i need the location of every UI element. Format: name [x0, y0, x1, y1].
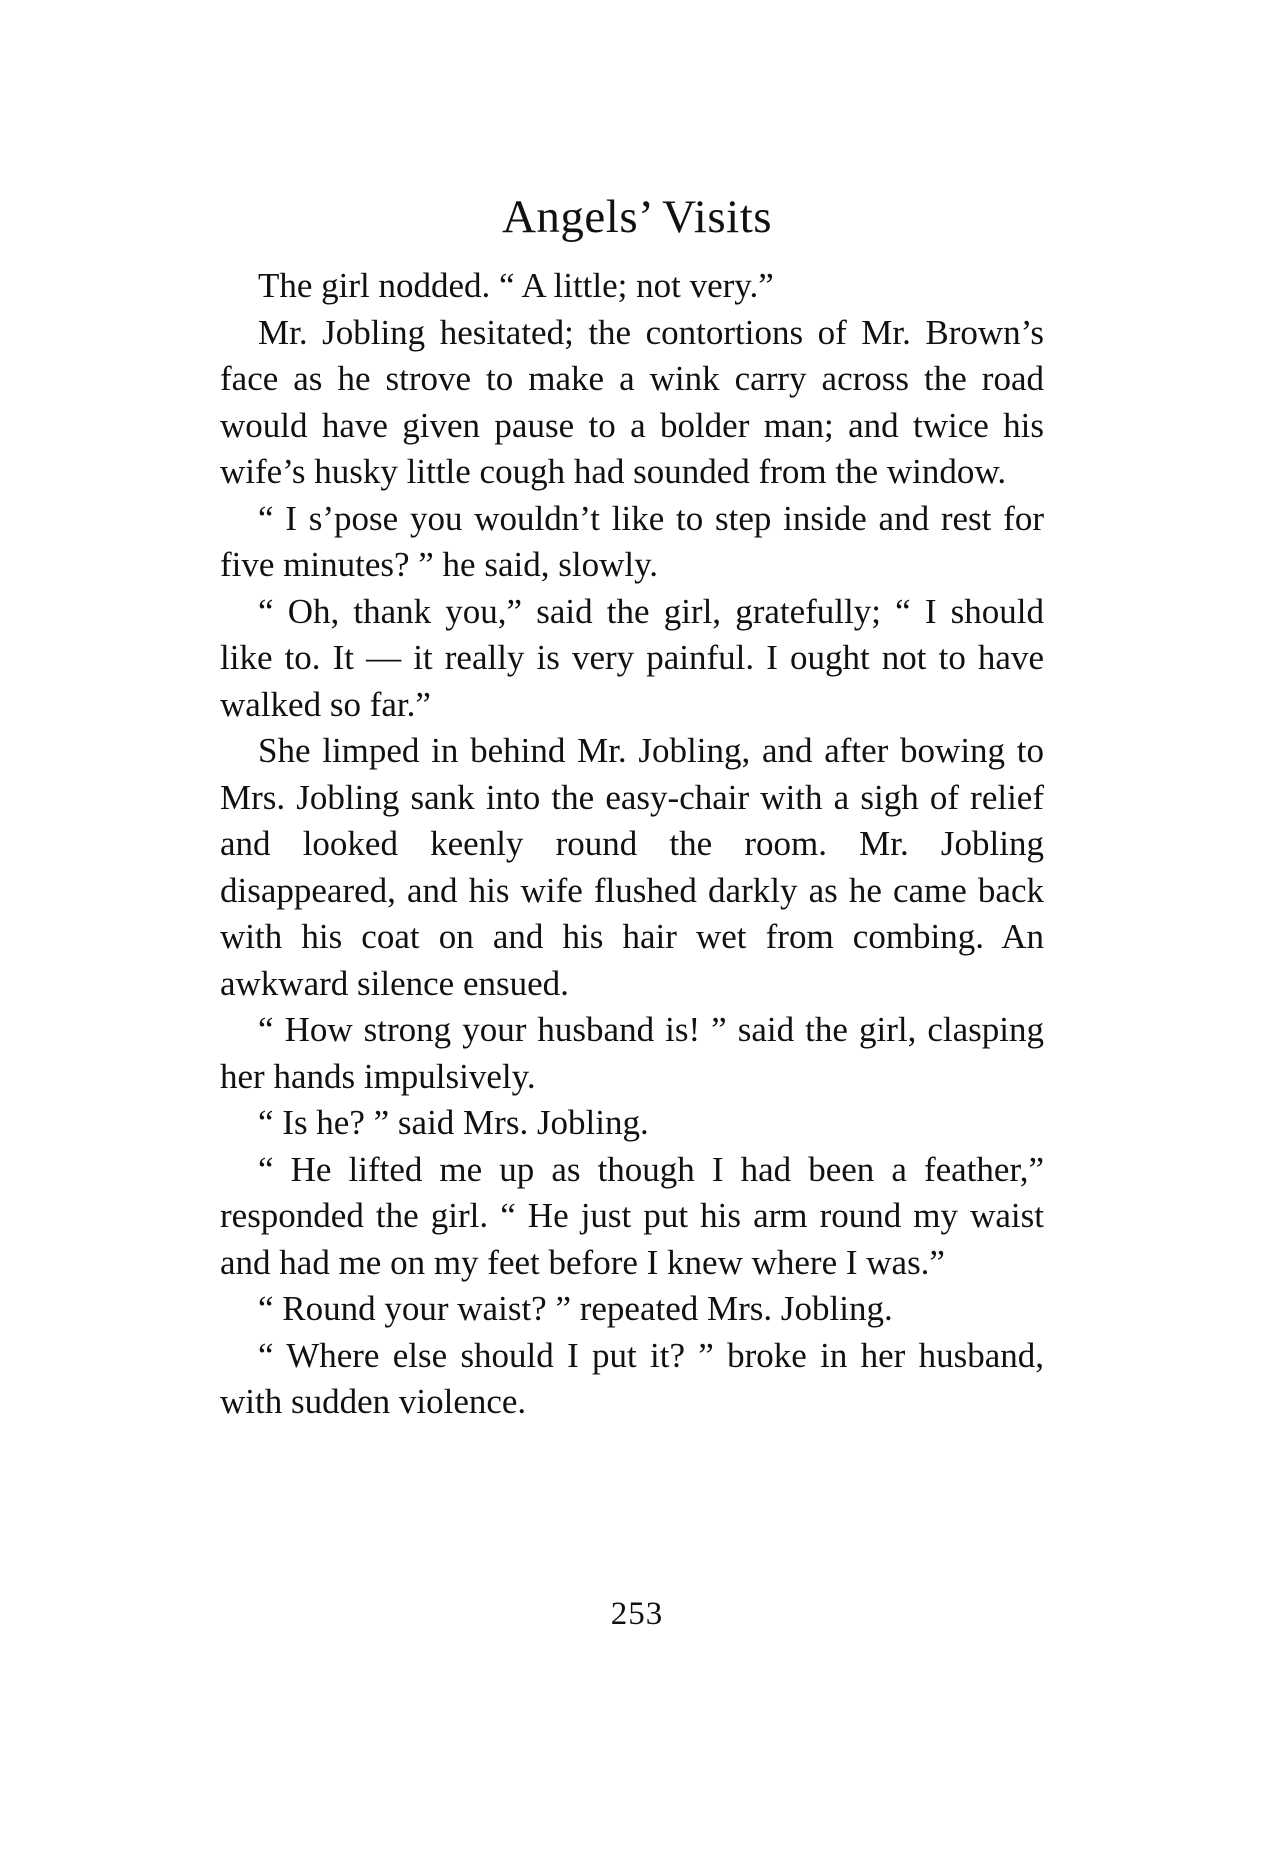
paragraph: Mr. Jobling hesitated; the contortions of Mr. Brown’s face as he strove to make a wink carry across the road would have given pause to a bolder man; and twice his wife’s husky little cough had sounded from the window. — [220, 312, 1044, 491]
running-head: Angels’ Visits — [501, 191, 773, 243]
paragraph: The girl nodded. “ A little; not very.” — [258, 266, 774, 305]
paragraph: “ He lifted me up as though I had been a feather,” responded the girl. “ He just put his arm round my waist and had me on my feet before I knew where I was.” — [220, 1149, 1044, 1282]
paragraph: “ Is he? ” said Mrs. Jobling. — [258, 1103, 649, 1142]
paragraph: “ Oh, thank you,” said the girl, gratefully; “ I should like to. It — it really is very painful. I ought not to have walked so far.” — [220, 591, 1044, 724]
paragraph: She limped in behind Mr. Jobling, and after bowing to Mrs. Jobling sank into the easy-chair with a sigh of relief and looked keenly round the room. Mr. Jobling disappeared, and his wife flushed darkly as he came back with his coat on and his hair wet from combing. An awkward silence ensued. — [220, 731, 1044, 1003]
page-number: 253 — [610, 1596, 664, 1632]
body-text — [220, 263, 1044, 1426]
paragraph: “ Where else should I put it? ” broke in her husband, with sudden violence. — [220, 1335, 1044, 1421]
paragraph: “ How strong your husband is! ” said the girl, clasping her hands impulsively. — [220, 1010, 1044, 1096]
paragraph: “ I s’pose you wouldn’t like to step inside and rest for five minutes? ” he said, slowly. — [220, 498, 1044, 584]
paragraph: “ Round your waist? ” repeated Mrs. Jobling. — [258, 1289, 893, 1328]
